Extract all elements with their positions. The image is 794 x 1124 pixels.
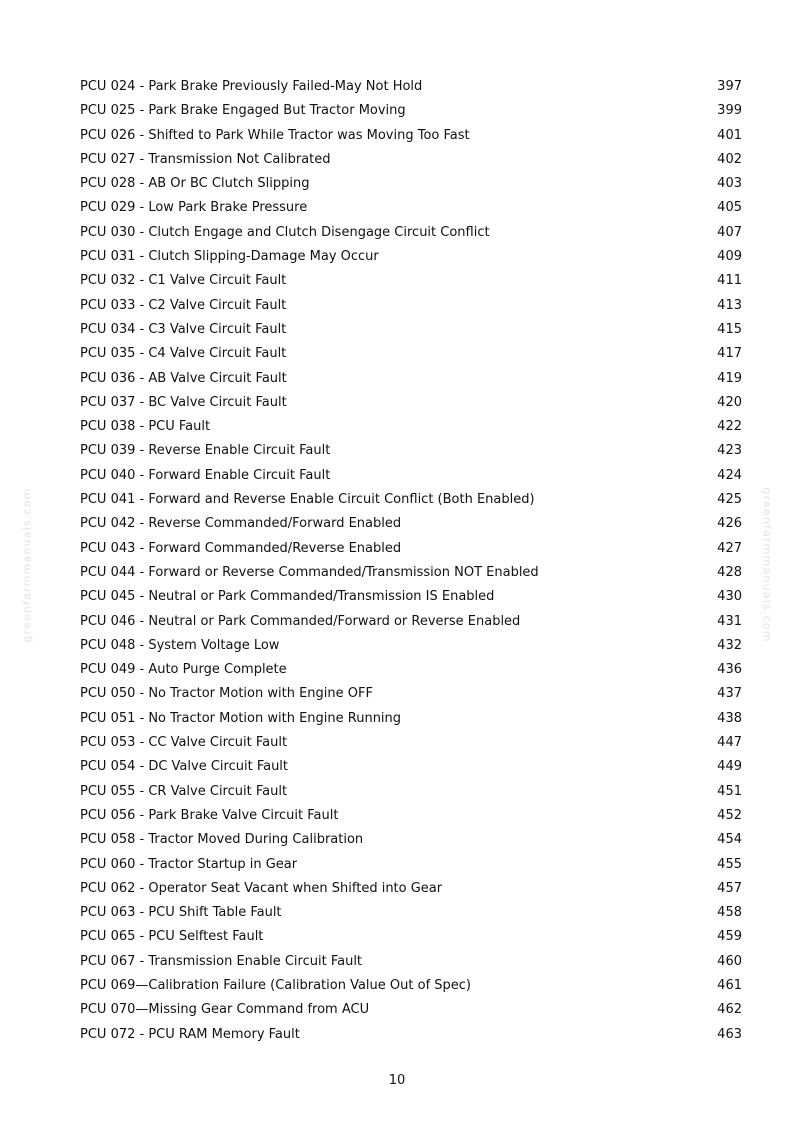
toc-entry-title: PCU 053 - CC Valve Circuit Fault xyxy=(80,735,288,751)
toc-entry-page: 420 xyxy=(717,394,742,410)
toc-entry[interactable] xyxy=(80,172,742,196)
toc-entry-page: 428 xyxy=(717,564,742,580)
toc-entry-page: 438 xyxy=(717,710,742,726)
toc-entry-page: 427 xyxy=(717,540,742,556)
toc-entry[interactable] xyxy=(80,439,742,463)
toc-entry-title: PCU 050 - No Tractor Motion with Engine OFF xyxy=(80,686,373,702)
toc-entry[interactable] xyxy=(80,75,742,99)
toc-entry[interactable] xyxy=(80,974,742,998)
toc-entry-page: 425 xyxy=(717,492,742,508)
toc-entry[interactable] xyxy=(80,828,742,852)
toc-entry-page: 415 xyxy=(717,321,742,337)
toc-entry-page: 426 xyxy=(717,516,742,532)
toc-entry[interactable] xyxy=(80,731,742,755)
toc-entry[interactable] xyxy=(80,658,742,682)
toc-entry[interactable] xyxy=(80,537,742,561)
toc-entry[interactable] xyxy=(80,877,742,901)
toc-entry-title: PCU 028 - AB Or BC Clutch Slipping xyxy=(80,176,310,192)
toc-entry[interactable] xyxy=(80,99,742,123)
toc-entry-page: 399 xyxy=(717,103,742,119)
toc-entry-title: PCU 031 - Clutch Slipping-Damage May Occur xyxy=(80,249,379,265)
page-number: 10 xyxy=(388,1073,406,1088)
toc-entry[interactable] xyxy=(80,707,742,731)
toc-entry[interactable] xyxy=(80,488,742,512)
toc-entry[interactable] xyxy=(80,755,742,779)
toc-entry-page: 463 xyxy=(717,1026,742,1042)
toc-entry[interactable] xyxy=(80,512,742,536)
toc-entry-page: 422 xyxy=(717,419,742,435)
toc-entry-page: 437 xyxy=(717,686,742,702)
toc-entry-title: PCU 045 - Neutral or Park Commanded/Transmission IS Enabled xyxy=(80,589,495,605)
toc-entry-title: PCU 072 - PCU RAM Memory Fault xyxy=(80,1026,300,1042)
toc-entry-page: 451 xyxy=(717,783,742,799)
toc-entry-title: PCU 048 - System Voltage Low xyxy=(80,637,280,653)
toc-entry[interactable] xyxy=(80,367,742,391)
toc-entry-title: PCU 067 - Transmission Enable Circuit Fault xyxy=(80,953,363,969)
toc-entry-page: 424 xyxy=(717,467,742,483)
toc-entry-page: 402 xyxy=(717,151,742,167)
toc-entry-title: PCU 024 - Park Brake Previously Failed-May Not Hold xyxy=(80,79,423,94)
toc-entry-title: PCU 060 - Tractor Startup in Gear xyxy=(80,856,298,872)
toc-entry-page: 449 xyxy=(717,759,742,775)
toc-entry-title: PCU 030 - Clutch Engage and Clutch Disengage Circuit Conflict xyxy=(80,224,490,240)
toc-entry[interactable] xyxy=(80,901,742,925)
toc-entry-title: PCU 070—Missing Gear Command from ACU xyxy=(80,1002,370,1018)
toc-entry-title: PCU 036 - AB Valve Circuit Fault xyxy=(80,370,287,386)
toc-entry-title: PCU 025 - Park Brake Engaged But Tractor Moving xyxy=(80,103,406,119)
toc-entry[interactable] xyxy=(80,269,742,293)
toc-entry-title: PCU 063 - PCU Shift Table Fault xyxy=(80,905,282,921)
toc-entry-title: PCU 058 - Tractor Moved During Calibration xyxy=(80,832,364,848)
toc-entry-page: 417 xyxy=(717,346,742,362)
toc-entry-page: 405 xyxy=(717,200,742,216)
toc-entry-title: PCU 042 - Reverse Commanded/Forward Enabled xyxy=(80,516,402,532)
toc-entry-page: 401 xyxy=(717,127,742,143)
toc-entry-title: PCU 056 - Park Brake Valve Circuit Fault xyxy=(80,807,339,823)
toc-entry[interactable] xyxy=(80,318,742,342)
toc-entry[interactable] xyxy=(80,780,742,804)
toc-entry-title: PCU 043 - Forward Commanded/Reverse Enabled xyxy=(80,540,402,556)
toc-entry-page: 460 xyxy=(717,953,742,969)
toc-entry-title: PCU 040 - Forward Enable Circuit Fault xyxy=(80,467,331,483)
toc-entry-title: PCU 032 - C1 Valve Circuit Fault xyxy=(80,273,287,289)
toc-entry[interactable] xyxy=(80,124,742,148)
toc-entry-title: PCU 044 - Forward or Reverse Commanded/Transmission NOT Enabled xyxy=(80,564,539,580)
toc-entry-page: 409 xyxy=(717,249,742,265)
toc-entry-page: 431 xyxy=(717,613,742,629)
toc-entry-title: PCU 027 - Transmission Not Calibrated xyxy=(80,151,331,167)
watermark-right: greenfarmmanuals.com xyxy=(760,487,774,643)
toc-entry-title: PCU 069—Calibration Failure (Calibration Value Out of Spec) xyxy=(80,977,471,993)
toc-entry-page: 432 xyxy=(717,637,742,653)
toc-entry-title: PCU 041 - Forward and Reverse Enable Circuit Conflict (Both Enabled) xyxy=(80,492,535,508)
toc-entry-title: PCU 026 - Shifted to Park While Tractor was Moving Too Fast xyxy=(80,127,470,143)
toc-entry-title: PCU 039 - Reverse Enable Circuit Fault xyxy=(80,443,331,459)
toc-entry-page: 454 xyxy=(717,832,742,848)
toc-entry[interactable] xyxy=(80,585,742,609)
toc-entry-page: 403 xyxy=(717,176,742,192)
toc-entry[interactable] xyxy=(80,804,742,828)
toc-entry-page: 447 xyxy=(717,735,742,751)
toc-entry-title: PCU 038 - PCU Fault xyxy=(80,419,211,435)
toc-entry-page: 461 xyxy=(717,977,742,993)
toc-entry[interactable] xyxy=(80,342,742,366)
toc-entry[interactable] xyxy=(80,682,742,706)
toc-entry-page: 397 xyxy=(717,79,742,94)
toc-entry-page: 413 xyxy=(717,297,742,313)
toc-entry[interactable] xyxy=(80,221,742,245)
toc-entry-page: 407 xyxy=(717,224,742,240)
toc-entry-page: 411 xyxy=(717,273,742,289)
toc-entry-title: PCU 062 - Operator Seat Vacant when Shifted into Gear xyxy=(80,880,443,896)
toc-entry-page: 430 xyxy=(717,589,742,605)
toc-entry-page: 419 xyxy=(717,370,742,386)
toc-entry[interactable] xyxy=(80,294,742,318)
toc-entry-title: PCU 054 - DC Valve Circuit Fault xyxy=(80,759,289,775)
toc-entry-page: 459 xyxy=(717,929,742,945)
watermark-left: greenfarmmanuals.com xyxy=(20,487,34,643)
toc-entry[interactable] xyxy=(80,925,742,949)
toc-entry[interactable] xyxy=(80,245,742,269)
toc-entry-title: PCU 049 - Auto Purge Complete xyxy=(80,662,287,678)
toc-entry[interactable] xyxy=(80,148,742,172)
toc-entry-title: PCU 034 - C3 Valve Circuit Fault xyxy=(80,321,287,337)
toc-entry-page: 436 xyxy=(717,662,742,678)
toc-entry-title: PCU 037 - BC Valve Circuit Fault xyxy=(80,394,287,410)
toc-entry-title: PCU 065 - PCU Selftest Fault xyxy=(80,929,264,945)
toc-entry[interactable] xyxy=(80,950,742,974)
toc-entry-page: 455 xyxy=(717,856,742,872)
toc-entry[interactable] xyxy=(80,853,742,877)
toc-entry[interactable] xyxy=(80,415,742,439)
table-of-contents xyxy=(80,75,742,1047)
toc-entry[interactable] xyxy=(80,634,742,658)
toc-entry-page: 423 xyxy=(717,443,742,459)
toc-entry[interactable] xyxy=(80,1023,742,1047)
toc-entry-title: PCU 033 - C2 Valve Circuit Fault xyxy=(80,297,287,313)
toc-entry-page: 458 xyxy=(717,905,742,921)
toc-entry[interactable] xyxy=(80,464,742,488)
toc-entry-title: PCU 035 - C4 Valve Circuit Fault xyxy=(80,346,287,362)
toc-entry-title: PCU 046 - Neutral or Park Commanded/Forward or Reverse Enabled xyxy=(80,613,521,629)
toc-entry-title: PCU 051 - No Tractor Motion with Engine Running xyxy=(80,710,402,726)
toc-entry-page: 457 xyxy=(717,880,742,896)
toc-entry[interactable] xyxy=(80,610,742,634)
toc-entry[interactable] xyxy=(80,391,742,415)
toc-entry[interactable] xyxy=(80,196,742,220)
toc-entry-page: 462 xyxy=(717,1002,742,1018)
toc-entry[interactable] xyxy=(80,561,742,585)
toc-entry-title: PCU 055 - CR Valve Circuit Fault xyxy=(80,783,288,799)
toc-entry-title: PCU 029 - Low Park Brake Pressure xyxy=(80,200,308,216)
toc-entry[interactable] xyxy=(80,998,742,1022)
toc-entry-page: 452 xyxy=(717,807,742,823)
